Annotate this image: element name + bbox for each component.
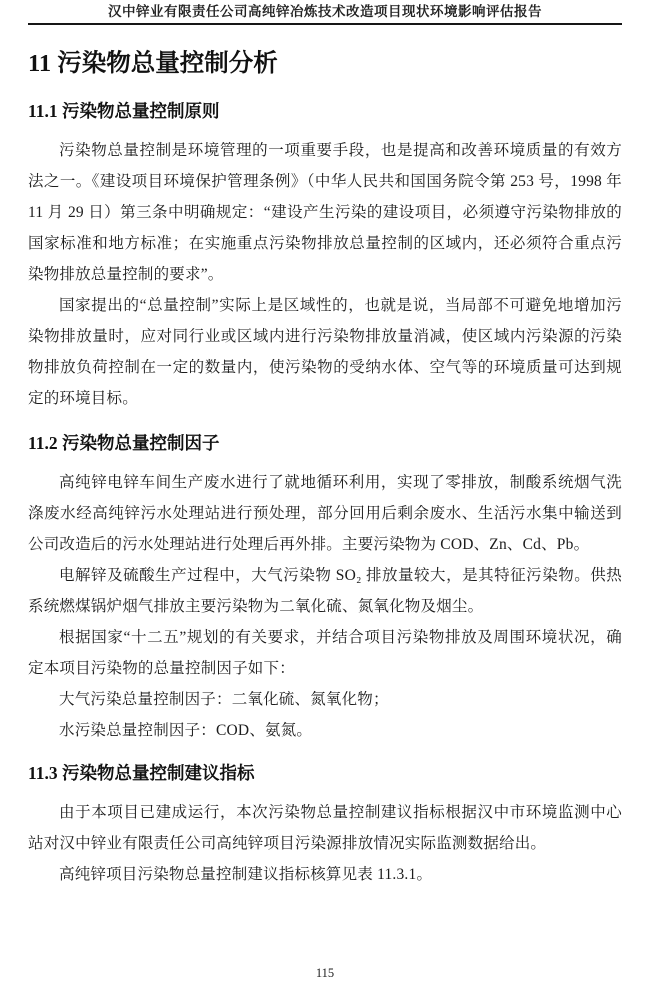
paragraph: 由于本项目已建成运行，本次污染物总量控制建议指标根据汉中市环境监测中心站对汉中锌业有限责任公司高纯锌项目污染源排放情况实际监测数据给出。: [28, 804, 622, 852]
page-number: 115: [315, 966, 335, 980]
paragraph: 污染物总量控制是环境管理的一项重要手段，也是提高和改善环境质量的有效方法之一。《建设项目环境保护管理条例》（中华人民共和国国务院令第 253 号，1998 年 11 月 29 日）第三条中明确规定：“建设产生污染的建设项目，必须遵守污染物排放的国家标准和地方标准；在实施重点污染物排放总量控制的区域内，还必须符合重点污染物排放总量控制的要求”。: [28, 142, 622, 283]
section-heading-11-1: 11.1 污染物总量控制原则: [28, 101, 220, 121]
paragraph: 根据国家“十二五”规划的有关要求，并结合项目污染物排放及周围环境状况，确定本项目污染物的总量控制因子如下：: [28, 629, 622, 677]
section-body-11-3: [28, 797, 622, 890]
paragraph: 水污染总量控制因子：COD、氨氮。: [59, 722, 313, 739]
section-heading-11-2: 11.2 污染物总量控制因子: [28, 433, 220, 453]
page-content: [28, 48, 622, 890]
paragraph: 电解锌及硫酸生产过程中，大气污染物 SO₂ 排放量较大，是其特征污染物。供热系统燃煤锅炉烟气排放主要污染物为二氧化硫、氮氧化物及烟尘。: [28, 567, 622, 615]
section-body-11-2: [28, 467, 622, 746]
section-heading-11-3: 11.3 污染物总量控制建议指标: [28, 763, 255, 783]
chapter-title: 11 污染物总量控制分析: [28, 50, 278, 77]
paragraph: 高纯锌项目污染物总量控制建议指标核算见表 11.3.1。: [59, 866, 433, 883]
paragraph: 国家提出的“总量控制”实际上是区域性的，也就是说，当局部不可避免地增加污染物排放量时，应对同行业或区域内进行污染物排放量消减，使区域内污染源的污染物排放负荷控制在一定的数量内，使污染物的受纳水体、空气等的环境质量可达到规定的环境目标。: [28, 297, 622, 407]
header-rule: [28, 23, 622, 25]
running-header: 汉中锌业有限责任公司高纯锌冶炼技术改造项目现状环境影响评估报告: [108, 4, 542, 19]
paragraph: 高纯锌电锌车间生产废水进行了就地循环利用，实现了零排放，制酸系统烟气洗涤废水经高纯锌污水处理站进行预处理，部分回用后剩余废水、生活污水集中输送到公司改造后的污水处理站进行处理后再外排。主要污染物为 COD、Zn、Cd、Pb。: [28, 474, 622, 553]
paragraph: 大气污染总量控制因子：二氧化硫、氮氧化物；: [59, 691, 389, 708]
section-body-11-1: [28, 135, 622, 414]
